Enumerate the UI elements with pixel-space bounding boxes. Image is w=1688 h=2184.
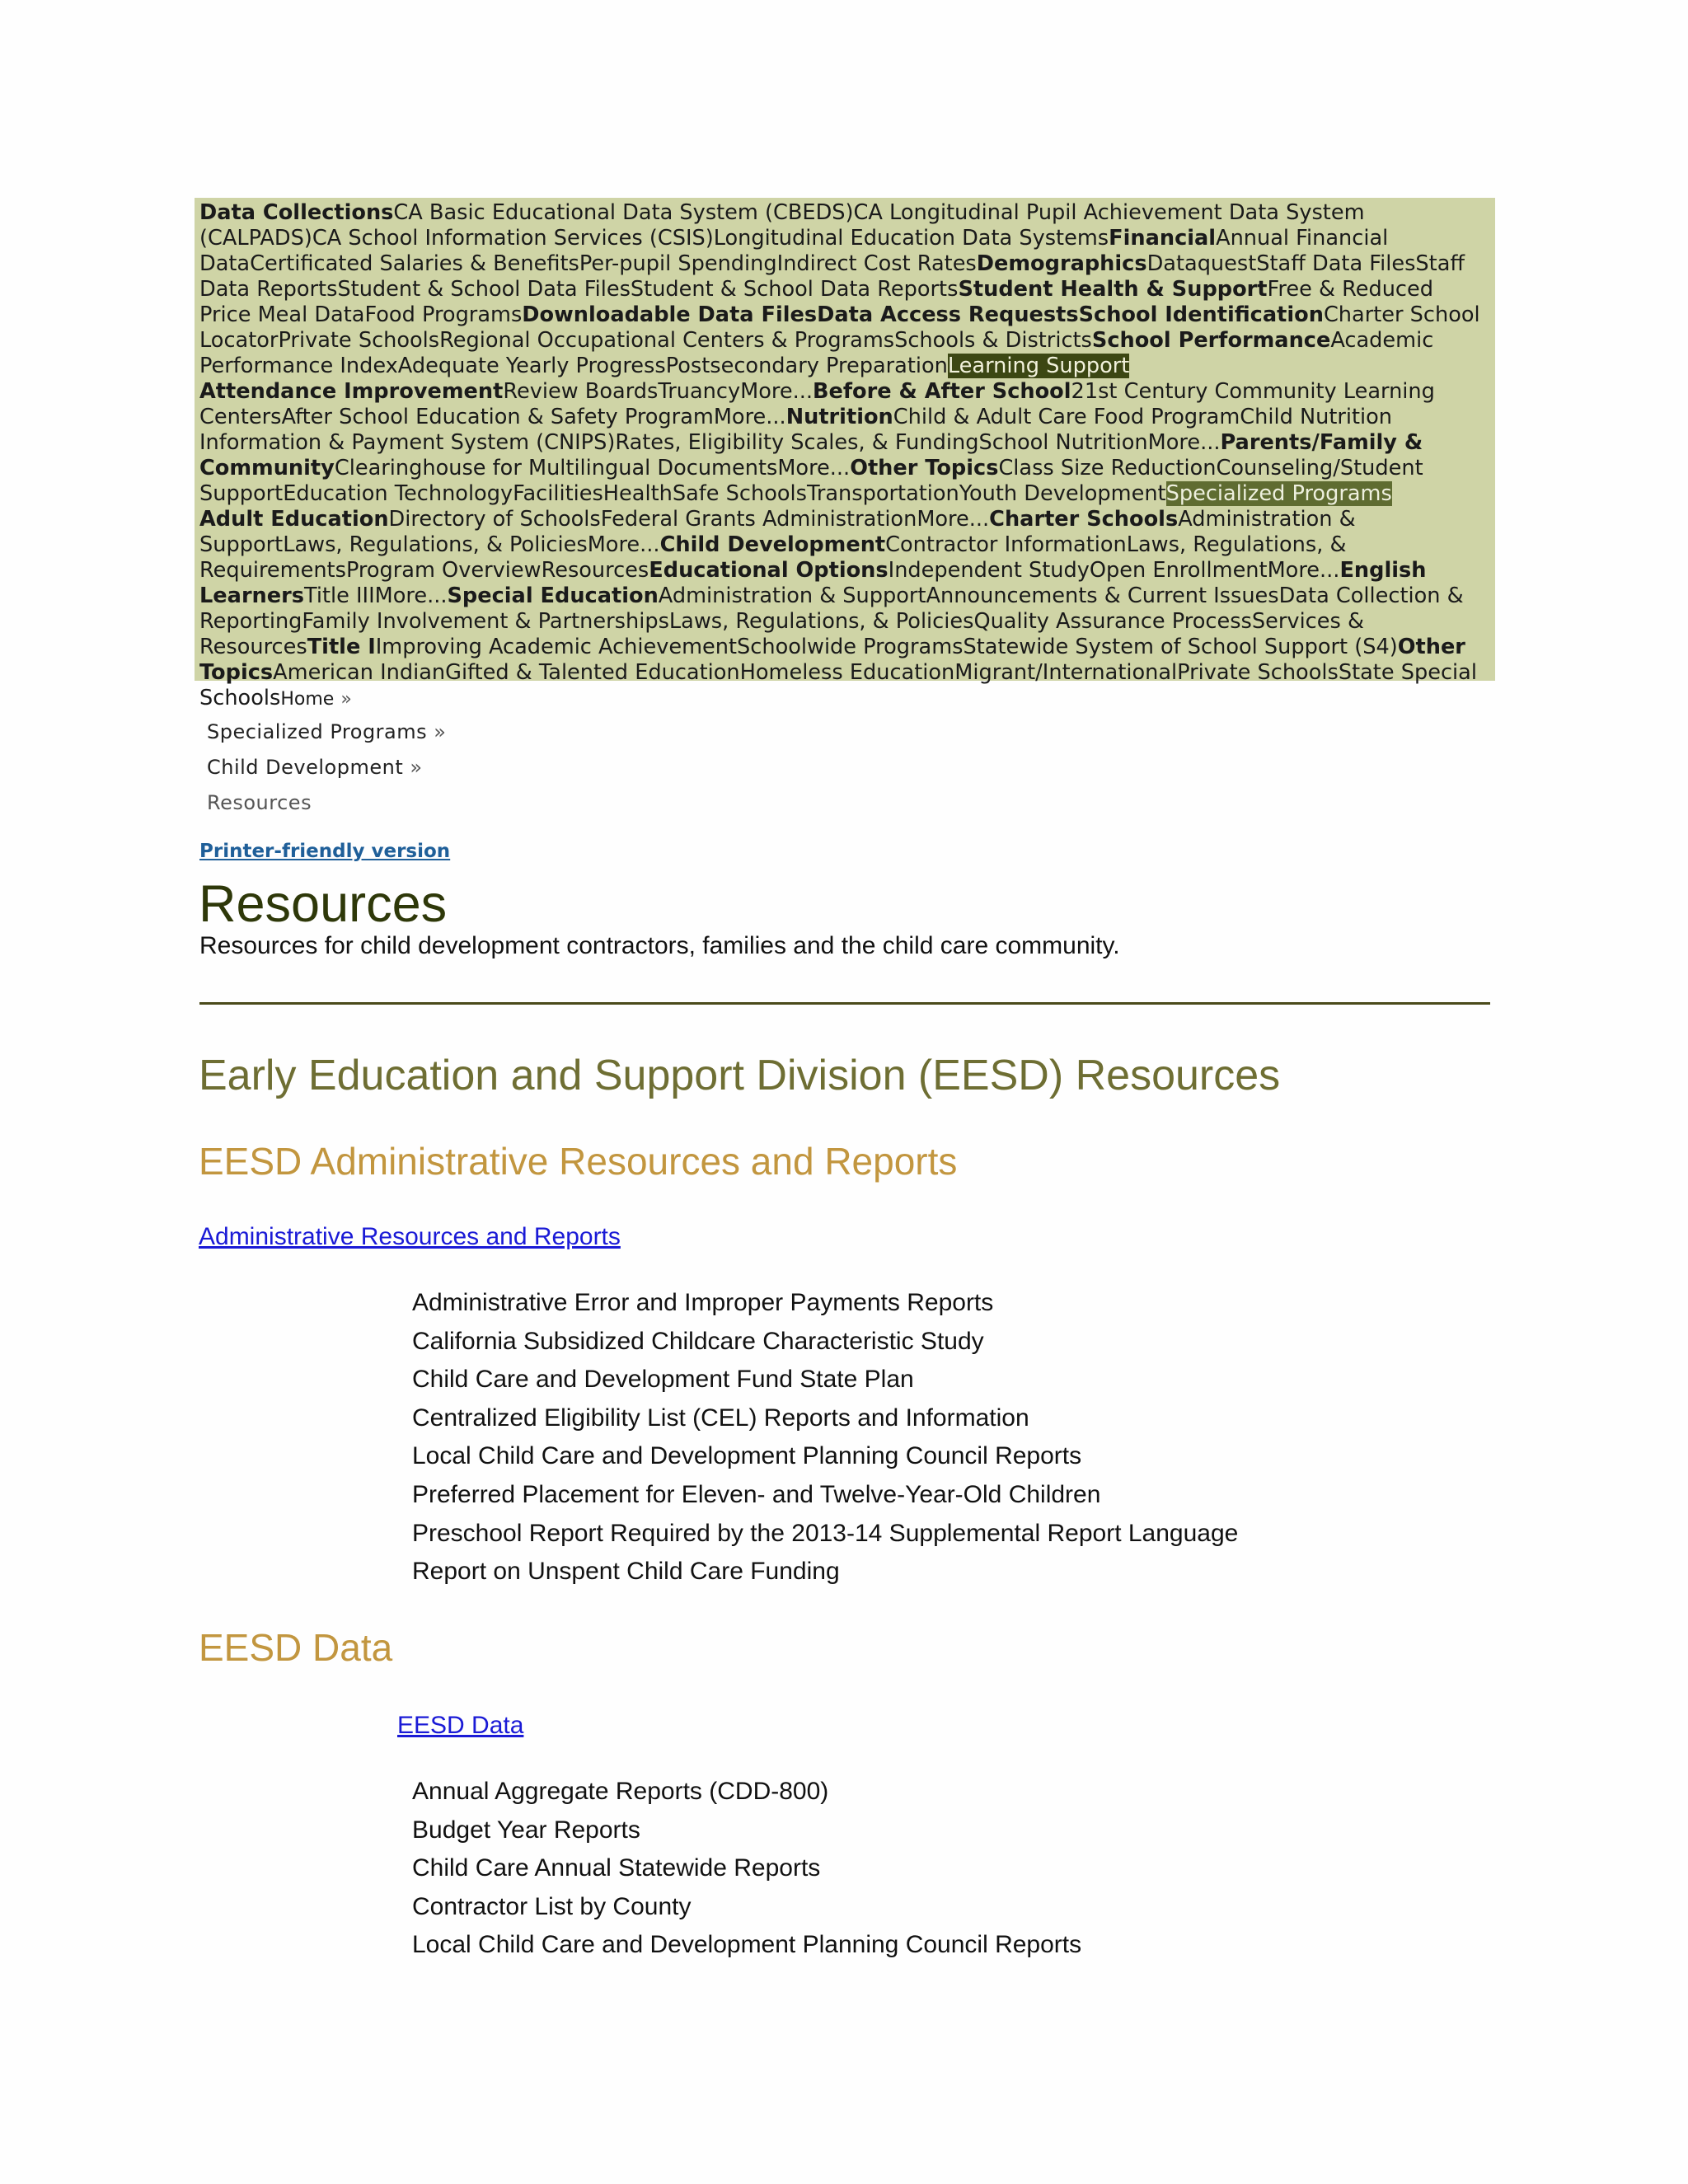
- nav-section-heading[interactable]: School Performance: [1091, 328, 1331, 353]
- eesd-data-heading: EESD Data: [199, 1626, 393, 1669]
- printer-friendly-link[interactable]: Printer-friendly version: [199, 841, 451, 862]
- nav-section-heading[interactable]: Data Collections: [199, 200, 394, 225]
- nav-link[interactable]: Free & Reduced Price Meal Data: [199, 277, 1433, 327]
- nav-link[interactable]: Federal Grants Administration: [600, 507, 917, 532]
- nav-section-heading[interactable]: Student Health & Support: [958, 277, 1268, 302]
- nav-link[interactable]: Laws, Regulations, & Requirements: [199, 532, 1347, 583]
- nav-link[interactable]: Indirect Cost Rates: [776, 251, 977, 276]
- nav-link[interactable]: State Special Schools: [199, 660, 1477, 710]
- nav-section-heading[interactable]: Other Topics: [850, 456, 999, 480]
- nav-section-heading[interactable]: Downloadable Data Files: [522, 302, 818, 327]
- resource-list-item[interactable]: Child Care Annual Statewide Reports: [412, 1854, 821, 1882]
- resource-list-item[interactable]: Centralized Eligibility List (CEL) Reports and Information: [412, 1404, 1029, 1432]
- breadcrumb-child-development[interactable]: [207, 756, 423, 779]
- nav-link[interactable]: Longitudinal Education Data Systems: [713, 226, 1109, 251]
- nav-link[interactable]: Statewide System of School Support (S4): [963, 635, 1398, 659]
- nav-link[interactable]: Open Enrollment: [1089, 558, 1268, 583]
- nav-link[interactable]: More...: [777, 456, 851, 480]
- resource-list-item[interactable]: Preschool Report Required by the 2013-14 Supplemental Report Language: [412, 1519, 1239, 1547]
- nav-link[interactable]: Quality Assurance Process: [973, 609, 1252, 634]
- nav-link[interactable]: Private Schools: [278, 328, 440, 353]
- nav-link[interactable]: Counseling/Student Support: [199, 456, 1423, 506]
- nav-link[interactable]: Education Technology: [283, 481, 513, 506]
- nav-link[interactable]: Truancy: [658, 379, 741, 404]
- section-divider: [199, 1002, 1490, 1005]
- breadcrumb-current-resources: Resources: [207, 791, 312, 814]
- resource-list-item[interactable]: Annual Aggregate Reports (CDD-800): [412, 1778, 829, 1805]
- page-title: Resources: [199, 875, 448, 933]
- nav-link[interactable]: 21st Century Community Learning Centers: [199, 379, 1435, 429]
- nav-link[interactable]: Health: [603, 481, 673, 506]
- resource-list-item[interactable]: Local Child Care and Development Planning Council Reports: [412, 1442, 1082, 1470]
- nav-section-heading[interactable]: Demographics: [976, 251, 1147, 276]
- nav-link[interactable]: Student & School Data Reports: [630, 277, 959, 302]
- nav-section-heading[interactable]: Adult Education: [199, 507, 389, 532]
- resource-list-item[interactable]: Report on Unspent Child Care Funding: [412, 1558, 840, 1586]
- nav-link[interactable]: Per-pupil Spending: [579, 251, 777, 276]
- page-subtitle: Resources for child development contractors, families and the child care community.: [199, 932, 1120, 959]
- nav-link[interactable]: Youth Development: [959, 481, 1166, 506]
- nav-link[interactable]: CA Longitudinal Pupil Achievement Data System (CALPADS): [199, 200, 1365, 251]
- eesd-admin-heading: EESD Administrative Resources and Reports: [199, 1140, 958, 1183]
- nav-link[interactable]: Facilities: [513, 481, 603, 506]
- resource-list-item[interactable]: Administrative Error and Improper Payments Reports: [412, 1289, 994, 1316]
- nav-link[interactable]: Program Overview: [345, 558, 542, 583]
- nav-link[interactable]: School Nutrition: [978, 430, 1148, 455]
- resource-list-item[interactable]: California Subsidized Childcare Characteristic Study: [412, 1327, 984, 1355]
- nav-link[interactable]: Schools & Districts: [894, 328, 1092, 353]
- nav-link[interactable]: Academic Performance Index: [199, 328, 1434, 378]
- eesd-data-link[interactable]: EESD Data: [397, 1712, 524, 1739]
- nav-link[interactable]: Services & Resources: [199, 609, 1364, 659]
- resource-list-item[interactable]: Child Care and Development Fund State Plan: [412, 1366, 914, 1394]
- nav-link[interactable]: Charter School Locator: [199, 302, 1480, 353]
- admin-resources-link[interactable]: Administrative Resources and Reports: [199, 1223, 621, 1250]
- nav-link[interactable]: Administration & Support: [658, 583, 926, 608]
- breadcrumb-label[interactable]: Child Development: [207, 756, 404, 779]
- nav-link[interactable]: Schoolwide Programs: [737, 635, 964, 659]
- nav-tab-learning-support[interactable]: Learning Support: [947, 354, 1130, 378]
- nav-link[interactable]: Child Nutrition Information & Payment System (CNIPS): [199, 405, 1393, 455]
- nav-link[interactable]: Certificated Salaries & Benefits: [250, 251, 579, 276]
- nav-section-heading[interactable]: Other Topics: [199, 635, 1465, 685]
- nav-section-heading[interactable]: Financial: [1109, 226, 1217, 251]
- nav-section-heading[interactable]: Educational Options: [649, 558, 889, 583]
- nav-link[interactable]: Staff Data Files: [1256, 251, 1416, 276]
- nav-link[interactable]: Directory of Schools: [388, 507, 601, 532]
- nav-link[interactable]: Gifted & Talented Education: [445, 660, 740, 685]
- nav-link[interactable]: Improving Academic Achievement: [375, 635, 738, 659]
- nav-section-heading[interactable]: Charter Schools: [989, 507, 1179, 532]
- nav-link[interactable]: Migrant/International: [954, 660, 1178, 685]
- nav-link[interactable]: Rates, Eligibility Scales, & Funding: [615, 430, 979, 455]
- nav-section-heading[interactable]: Title I: [307, 635, 376, 659]
- nav-link[interactable]: CA Basic Educational Data System (CBEDS): [393, 200, 854, 225]
- nav-link[interactable]: Laws, Regulations, & Policies: [668, 609, 974, 634]
- nav-link[interactable]: More...: [587, 532, 660, 557]
- resource-list-item[interactable]: Local Child Care and Development Planning Council Reports: [412, 1931, 1082, 1959]
- breadcrumb-specialized-programs[interactable]: [207, 720, 446, 743]
- nav-link[interactable]: Dataquest: [1146, 251, 1257, 276]
- nav-link[interactable]: Safe Schools: [672, 481, 807, 506]
- nav-link[interactable]: Review Boards: [503, 379, 659, 404]
- nav-link[interactable]: CA School Information Services (CSIS): [312, 226, 714, 251]
- eesd-data-list: [412, 1773, 1081, 1965]
- nav-home-link[interactable]: Home: [280, 689, 335, 710]
- nav-link[interactable]: Laws, Regulations, & Policies: [283, 532, 588, 557]
- nav-link[interactable]: Administration & Support: [199, 507, 1356, 557]
- nav-link[interactable]: Class Size Reduction: [998, 456, 1217, 480]
- nav-section-heading[interactable]: School Identification: [1078, 302, 1324, 327]
- nav-section-heading[interactable]: Before & After School: [812, 379, 1071, 404]
- resource-list-item[interactable]: Contractor List by County: [412, 1892, 692, 1920]
- nav-link[interactable]: Resources: [541, 558, 649, 583]
- nav-link[interactable]: Clearinghouse for Multilingual Documents: [334, 456, 778, 480]
- nav-section-heading[interactable]: Attendance Improvement: [199, 379, 504, 404]
- admin-resources-list: [412, 1284, 1238, 1591]
- nav-home-arrow: »: [340, 689, 352, 710]
- breadcrumb-label[interactable]: Specialized Programs: [207, 720, 428, 743]
- nav-link[interactable]: Homeless Education: [739, 660, 955, 685]
- nav-link[interactable]: More...: [1267, 558, 1340, 583]
- nav-link[interactable]: Annual Financial Data: [199, 226, 1389, 276]
- nav-link[interactable]: More...: [713, 405, 786, 429]
- nav-link[interactable]: More...: [374, 583, 448, 608]
- resource-list-item[interactable]: Preferred Placement for Eleven- and Twelve-Year-Old Children: [412, 1480, 1101, 1508]
- nav-link[interactable]: Food Programs: [364, 302, 523, 327]
- nav-link[interactable]: Independent Study: [888, 558, 1090, 583]
- nav-link[interactable]: Private Schools: [1177, 660, 1339, 685]
- nav-section-heading[interactable]: Nutrition: [785, 405, 893, 429]
- nav-link[interactable]: Postsecondary Preparation: [665, 354, 948, 378]
- nav-link[interactable]: Family Involvement & Partnerships: [302, 609, 669, 634]
- nav-section-heading[interactable]: Child Development: [659, 532, 886, 557]
- nav-link[interactable]: Regional Occupational Centers & Programs: [439, 328, 895, 353]
- nav-link[interactable]: Announcements & Current Issues: [926, 583, 1279, 608]
- nav-link[interactable]: Adequate Yearly Progress: [397, 354, 666, 378]
- nav-section-heading[interactable]: Special Education: [447, 583, 659, 608]
- nav-section-heading[interactable]: Data Access Requests: [817, 302, 1079, 327]
- breadcrumb-separator: »: [434, 720, 447, 743]
- nav-link[interactable]: More...: [917, 507, 990, 532]
- eesd-section-heading: Early Education and Support Division (EESD) Resources: [199, 1052, 1281, 1099]
- nav-link[interactable]: Child & Adult Care Food Program: [893, 405, 1240, 429]
- nav-section-heading[interactable]: Parents/Family & Community: [199, 430, 1423, 480]
- nav-link[interactable]: More...: [740, 379, 813, 404]
- nav-link[interactable]: Data Collection & Reporting: [199, 583, 1464, 634]
- nav-tab-specialized-programs[interactable]: Specialized Programs: [1165, 481, 1392, 506]
- nav-link[interactable]: More...: [1147, 430, 1221, 455]
- site-navigation-menu: [195, 198, 1495, 710]
- nav-link[interactable]: Transportation: [806, 481, 959, 506]
- nav-link[interactable]: Title III: [304, 583, 375, 608]
- nav-section-heading[interactable]: English Learners: [199, 558, 1427, 608]
- nav-link[interactable]: Contractor Information: [885, 532, 1127, 557]
- nav-link[interactable]: Staff Data Reports: [199, 251, 1465, 302]
- breadcrumb-separator: »: [410, 756, 423, 779]
- nav-link[interactable]: American Indian: [273, 660, 446, 685]
- resource-list-item[interactable]: Budget Year Reports: [412, 1816, 640, 1844]
- nav-link[interactable]: After School Education & Safety Program: [281, 405, 714, 429]
- nav-link[interactable]: Student & School Data Files: [337, 277, 631, 302]
